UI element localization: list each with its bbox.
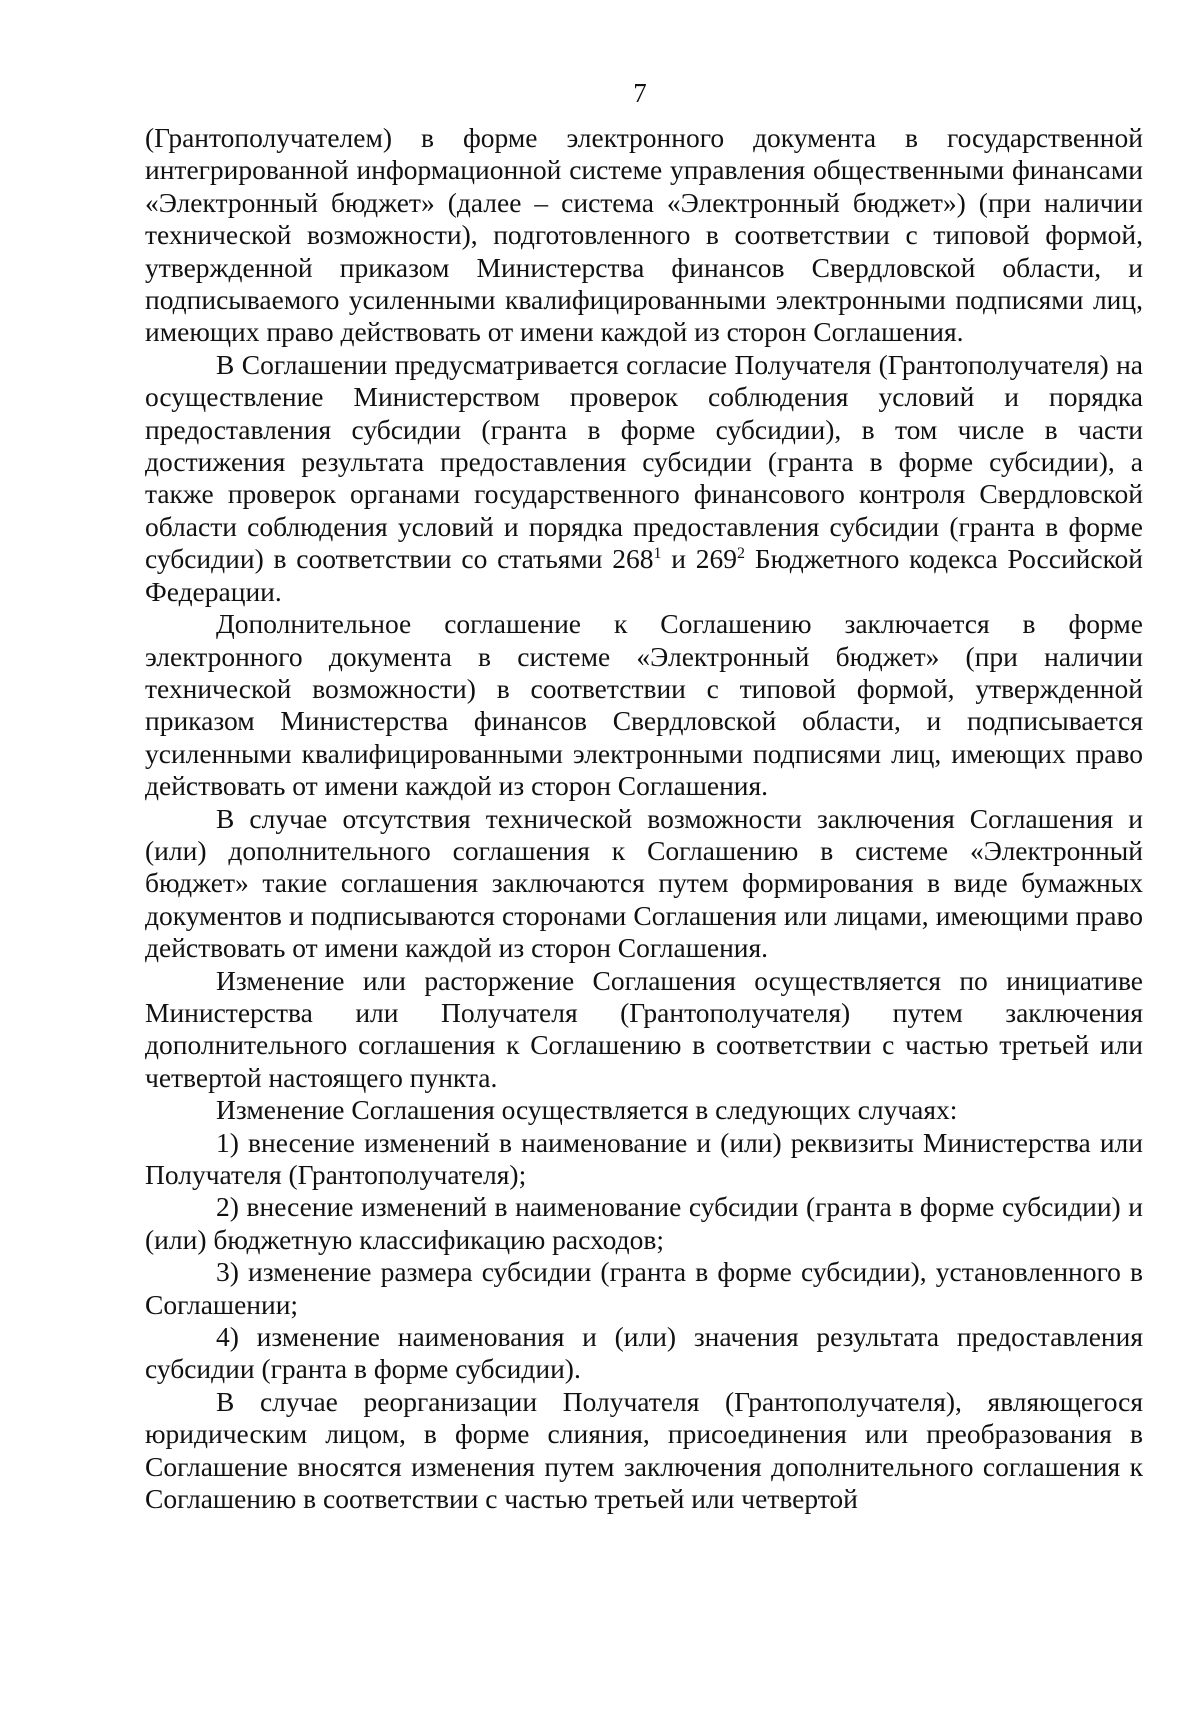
paragraph-reorganization: В случае реорганизации Получателя (Грантополучателя), являющегося юридическим лицом, в форме слияния, присоединения или преобразования в Соглашение вносятся изменения путем заключения дополнительного соглашения к Соглашению в соответствии с частью третьей или четвертой — [145, 1385, 1143, 1515]
paragraph-consent-checks — [145, 349, 1143, 608]
paragraph-change-termination: Изменение или расторжение Соглашения осуществляется по инициативе Министерства или Получателя (Грантополучателя) путем заключения дополнительного соглашения к Соглашению в соответствии с частью третьей или четвертой настоящего пункта. — [145, 964, 1143, 1093]
paragraph-text: В Соглашении предусматривается согласие Получателя (Грантополучателя) на осуществление Министерством проверок соблюдения условий и порядка предоставления субсидии (гранта в форме субсидии), в том числе в части достижения результата предоставления субсидии (гранта в форме субсидии), а также проверок органами государственного финансового контроля Свердловской области соблюдения условий и порядка предоставления субсидии (гранта в форме субсидии) в соответствии со статьями 268 — [145, 348, 1143, 575]
superscript-1: 1 — [653, 545, 662, 563]
paragraph-change-cases: Изменение Соглашения осуществляется в следующих случаях: — [216, 1094, 958, 1126]
page-number: 7 — [633, 78, 647, 108]
paragraph-paper-documents: В случае отсутствия технической возможности заключения Соглашения и (или) дополнительного соглашения к Соглашению в системе «Электронный бюджет» такие соглашения заключаются путем формирования в виде бумажных документов и подписываются сторонами Соглашения или лицами, имеющими право действовать от имени каждой из сторон Соглашения. — [145, 802, 1143, 964]
list-item-1: 1) внесение изменений в наименование и (или) реквизиты Министерства или Получателя (Грантополучателя); — [145, 1126, 1143, 1190]
paragraph-text-mid: и 269 — [661, 543, 738, 575]
paragraph-continuation: (Грантополучателем) в форме электронного документа в государственной интегрированной информационной системе управления общественными финансами «Электронный бюджет» (далее – система «Электронный бюджет») (при наличии технической возможности), подготовленного в соответствии с типовой формой, утвержденной приказом Министерства финансов Свердловской области, и подписываемого усиленными квалифицированными электронными подписями лиц, имеющих право действовать от имени каждой из сторон Соглашения. — [145, 122, 1143, 348]
list-item-3: 3) изменение размера субсидии (гранта в форме субсидии), установленного в Соглашении; — [145, 1256, 1143, 1320]
list-item-4: 4) изменение наименования и (или) значения результата предоставления субсидии (гранта в форме субсидии). — [145, 1321, 1143, 1385]
list-item-2: 2) внесение изменений в наименование субсидии (гранта в форме субсидии) и (или) бюджетную классификацию расходов; — [145, 1191, 1143, 1255]
document-body — [145, 122, 1143, 1515]
paragraph-additional-agreement: Дополнительное соглашение к Соглашению заключается в форме электронного документа в системе «Электронный бюджет» (при наличии технической возможности) в соответствии с типовой формой, утвержденной приказом Министерства финансов Свердловской области, и подписывается усиленными квалифицированными электронными подписями лиц, имеющих право действовать от имени каждой из сторон Соглашения. — [145, 608, 1143, 802]
paragraph-text-end: Бюджетного кодекса Российской Федерации. — [145, 543, 1144, 607]
superscript-2: 2 — [737, 545, 746, 563]
